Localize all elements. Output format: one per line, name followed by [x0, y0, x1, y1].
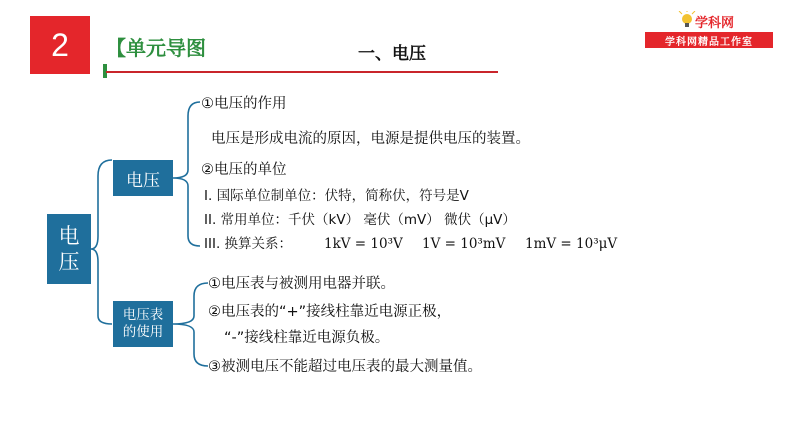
- voltmeter-rule-parallel: ①电压表与被测用电器并联。: [208, 276, 395, 292]
- voltage-unit-title: ②电压的单位: [201, 162, 287, 178]
- branch-node-voltage: [113, 160, 173, 196]
- branch-node-label: 电压表: [122, 307, 164, 323]
- voltage-unit-common: II. 常用单位：千伏（kV） 毫伏（mV） 微伏（μV）: [204, 212, 516, 228]
- voltage-conversion-label: III. 换算关系：: [204, 236, 293, 252]
- root-node-voltage: [47, 214, 91, 284]
- branch-node-label: 的使用: [122, 324, 164, 340]
- voltmeter-rule-polarity-cont: “-”接线柱靠近电源负极。: [224, 330, 390, 346]
- section-title: 一、电压: [358, 44, 426, 64]
- voltage-function-text: 电压是形成电流的原因，电源是提供电压的装置。: [211, 131, 530, 147]
- voltage-function-title: ①电压的作用: [201, 96, 287, 112]
- voltage-conversion-mv: 1mV = 10³μV: [525, 236, 618, 252]
- section-number: 2: [51, 26, 69, 63]
- voltage-conversion-v: 1V = 10³mV: [422, 236, 506, 252]
- root-node-char: 电: [58, 224, 80, 248]
- voltmeter-rule-polarity: ②电压表的“+”接线柱靠近电源正极，: [208, 304, 452, 320]
- brand-banner: 学科网精品工作室: [645, 32, 773, 48]
- root-node-char: 压: [58, 250, 80, 274]
- voltage-conversion-kv: 1kV = 10³V: [324, 236, 403, 252]
- branch-node-voltmeter-usage: [113, 301, 173, 347]
- voltage-unit-si: I. 国际单位制单位：伏特，简称伏，符号是V: [204, 188, 469, 204]
- unit-title: 【单元导图: [106, 36, 206, 60]
- branch-node-label: 电压: [126, 170, 160, 191]
- voltmeter-rule-range: ③被测电压不能超过电压表的最大测量值。: [208, 359, 482, 375]
- brand-logo-text: 学科网: [695, 16, 735, 31]
